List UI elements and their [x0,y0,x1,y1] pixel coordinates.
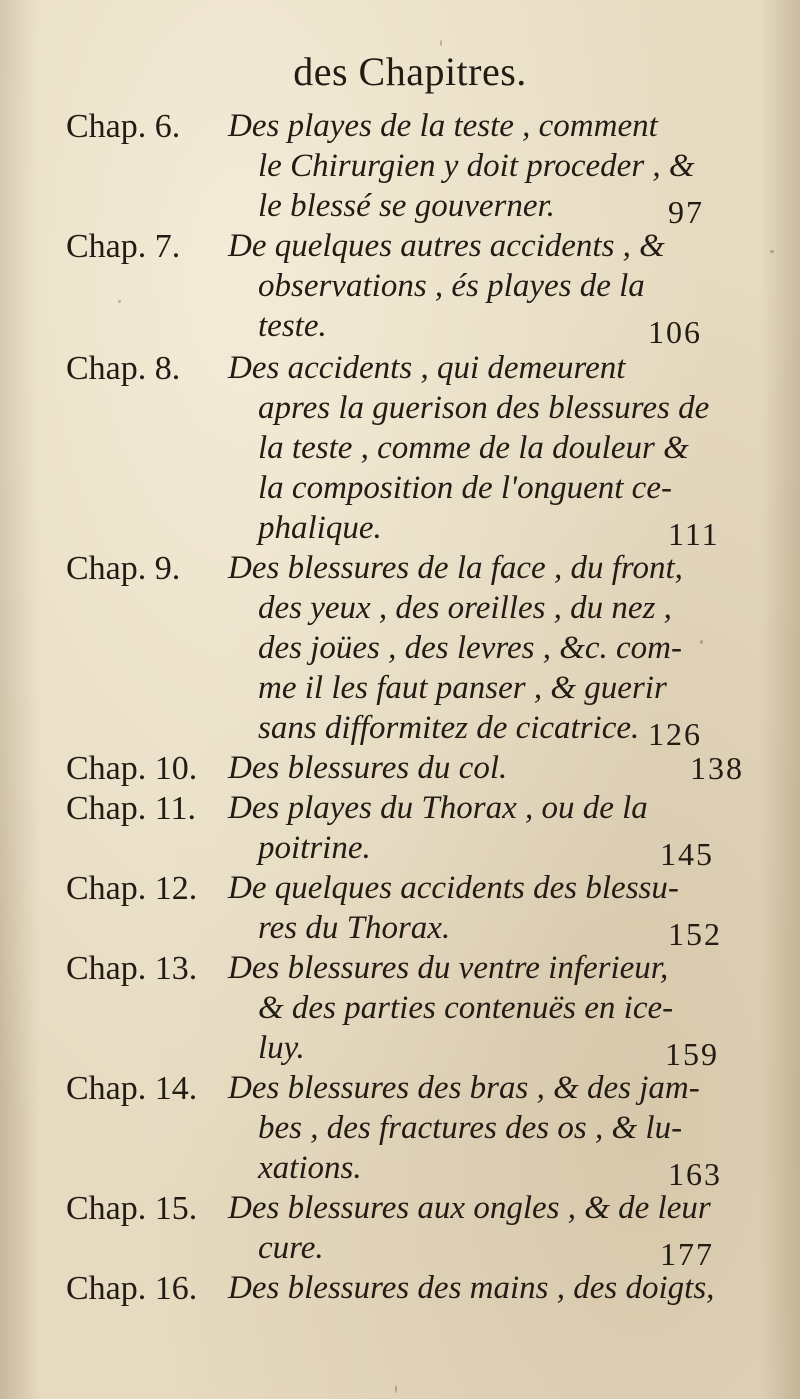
page-header [0,48,800,95]
chapter-title-line: teste. [258,308,327,344]
page-number: 145 [660,836,714,872]
page-number: 111 [668,516,720,552]
chapter-title-line: res du Thorax. [258,910,451,946]
paper-speck [118,300,121,303]
chapter-label: Chap. 10. [66,750,198,787]
chapter-title-line: De quelques accidents des blessu- [228,870,679,906]
chapter-label: Chap. 16. [66,1270,198,1307]
chapter-title-line: cure. [258,1230,324,1266]
chapter-title-line: Des blessures aux ongles , & de leur [228,1190,711,1226]
chapter-title-line: Des blessures des mains , des doigts, [228,1270,715,1306]
page-number: 177 [660,1236,714,1272]
header-title: des Chapitres. [293,49,527,94]
page-number: 163 [668,1156,722,1192]
chapter-title-line: Des accidents , qui demeurent [228,350,626,386]
chapter-title-line: observations , és playes de la [258,268,645,304]
chapter-label: Chap. 9. [66,550,181,587]
chapter-label: Chap. 15. [66,1190,198,1227]
paper-speck [770,250,774,253]
chapter-label: Chap. 8. [66,350,181,387]
chapter-title-line: apres la guerison des blessures de [258,390,710,426]
chapter-title-line: la teste , comme de la douleur & [258,430,689,466]
chapter-title-line: De quelques autres accidents , & [228,228,665,264]
chapter-title-line: phalique. [258,510,382,546]
paper-speck [700,640,703,644]
chapter-title-line: Des blessures de la face , du front, [228,550,683,586]
chapter-label: Chap. 7. [66,228,181,265]
chapter-title-line: xations. [258,1150,362,1186]
paper-speck [440,40,442,46]
chapter-title-line: Des blessures du ventre inferieur, [228,950,669,986]
chapter-title-line: la composition de l'onguent ce- [258,470,672,506]
page-number: 152 [668,916,722,952]
chapter-title-line: Des playes de la teste , comment [228,108,658,144]
chapter-label: Chap. 11. [66,790,197,827]
chapter-label: Chap. 6. [66,108,181,145]
chapter-title-line: le blessé se gouverner. [258,188,555,224]
chapter-title-line: des yeux , des oreilles , du nez , [258,590,672,626]
chapter-label: Chap. 12. [66,870,198,907]
page-number: 97 [668,194,704,230]
chapter-title-line: & des parties contenuës en ice- [258,990,674,1026]
chapter-title-line: luy. [258,1030,305,1066]
chapter-title-line: me il les faut panser , & guerir [258,670,667,706]
chapter-title-line: bes , des fractures des os , & lu- [258,1110,683,1146]
chapter-title-line: le Chirurgien y doit proceder , & [258,148,695,184]
chapter-title-line: Des blessures du col. [228,750,508,786]
page-number: 138 [690,750,744,786]
chapter-title-line: poitrine. [258,830,371,866]
page-number: 106 [648,314,702,350]
chapter-label: Chap. 13. [66,950,198,987]
chapter-title-line: des joües , des levres , &c. com- [258,630,682,666]
page-number: 126 [648,716,702,752]
chapter-title-line: Des blessures des bras , & des jam- [228,1070,700,1106]
chapter-title-line: Des playes du Thorax , ou de la [228,790,648,826]
page-number: 159 [665,1036,719,1072]
chapter-label: Chap. 14. [66,1070,198,1107]
chapter-title-line: sans difformitez de cicatrice. [258,710,640,746]
paper-speck [395,1385,397,1393]
